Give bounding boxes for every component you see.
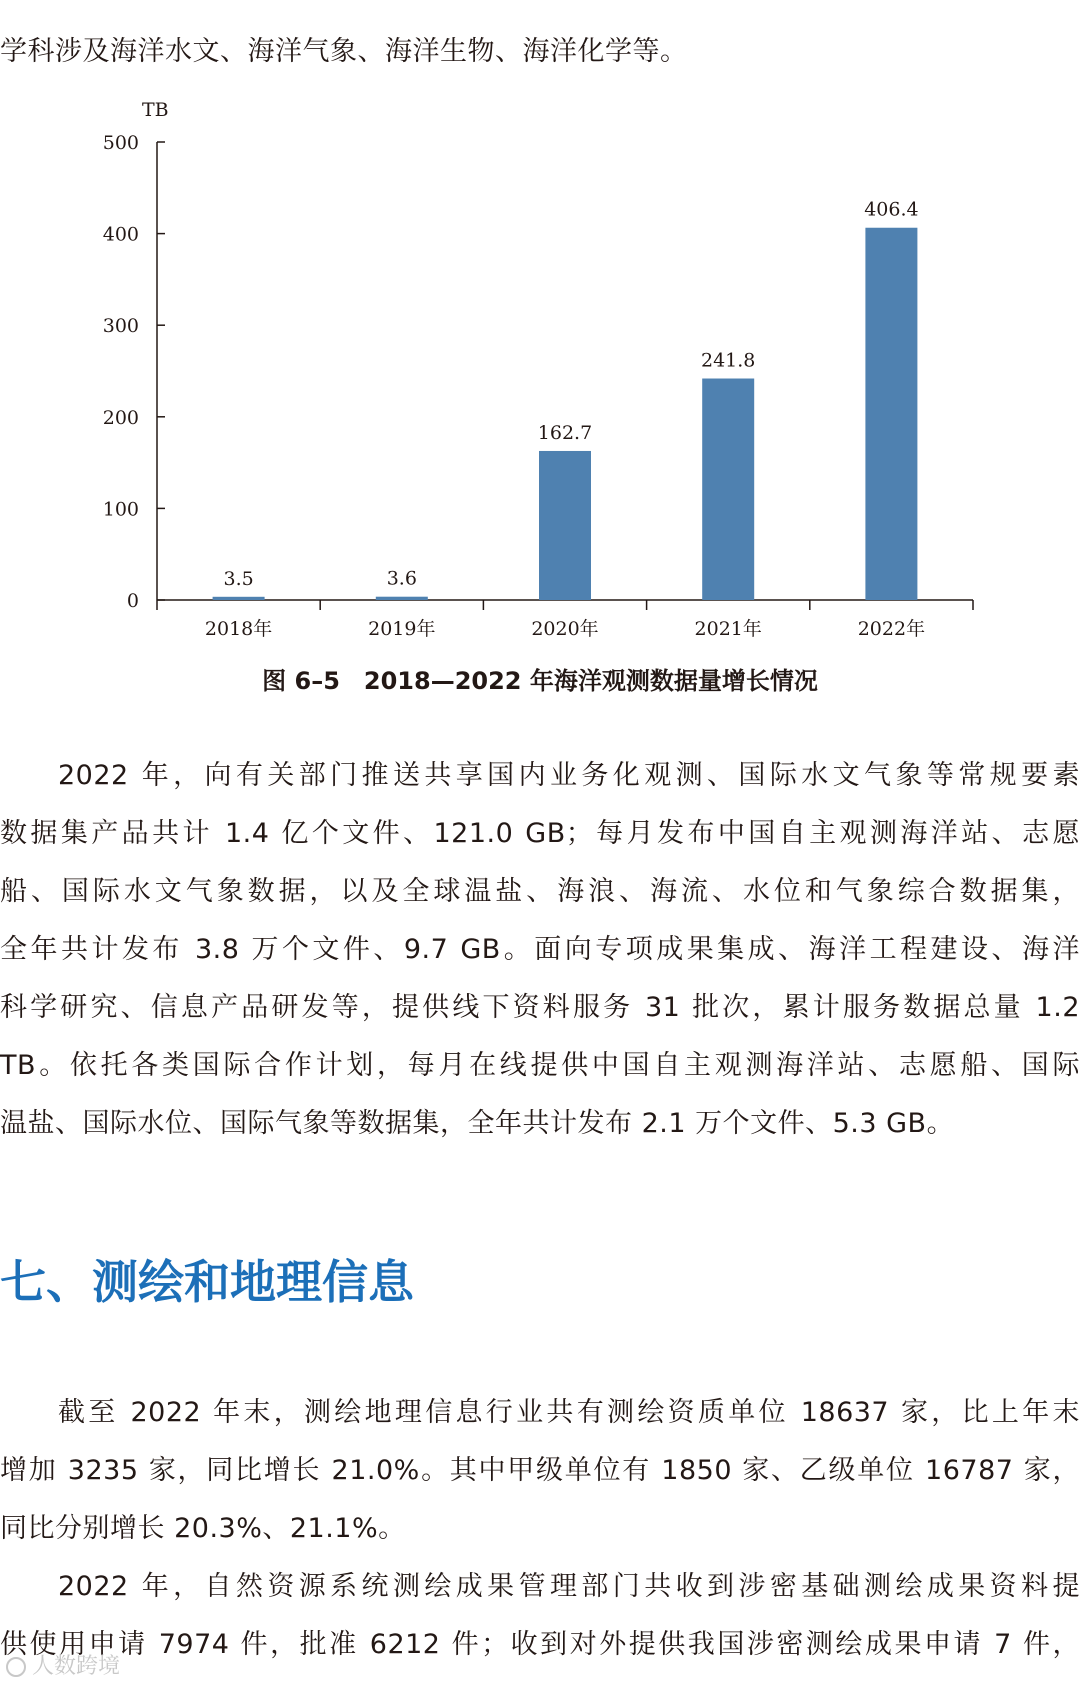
x-tick-label: 2022年 xyxy=(857,618,926,640)
intro-text: 学科涉及海洋水文、海洋气象、海洋生物、海洋化学等。 xyxy=(0,36,688,67)
paragraph-line: 2022 年，自然资源系统测绘成果管理部门共收到涉密基础测绘成果资料提 xyxy=(58,1571,1080,1602)
paragraph-line: 数据集产品共计 1.4 亿个文件、121.0 GB；每月发布中国自主观测海洋站、志愿 xyxy=(0,818,1080,849)
y-tick-label: 500 xyxy=(102,132,139,154)
y-tick-label: 0 xyxy=(126,590,139,612)
watermark xyxy=(6,1654,120,1680)
bar-value-label: 3.5 xyxy=(223,567,254,590)
x-tick-label: 2019年 xyxy=(368,618,436,640)
paragraph-line: 增加 3235 家，同比增长 21.0%。其中甲级单位有 1850 家、乙级单位 16787 家， xyxy=(0,1455,1080,1486)
paragraph-line: 全年共计发布 3.8 万个文件、9.7 GB。面向专项成果集成、海洋工程建设、海洋 xyxy=(0,934,1080,965)
paragraph-line: 科学研究、信息产品研发等，提供线下资料服务 31 批次，累计服务数据总量 1.2 xyxy=(0,992,1080,1023)
y-tick-label: 400 xyxy=(102,223,139,246)
figure-caption: 图 6–5 2018—2022 年海洋观测数据量增长情况 xyxy=(262,667,818,695)
paragraph-line: 2022 年，向有关部门推送共享国内业务化观测、国际水文气象等常规要素 xyxy=(58,760,1080,791)
bar xyxy=(376,597,428,600)
bar xyxy=(213,597,265,600)
watermark-text: 人数跨境 xyxy=(32,1654,121,1679)
bar-value-label: 162.7 xyxy=(537,421,593,444)
bar-value-label: 241.8 xyxy=(700,349,756,372)
y-tick-label: 300 xyxy=(102,315,139,338)
y-tick-label: 100 xyxy=(102,498,139,521)
x-tick-label: 2018年 xyxy=(204,618,273,640)
watermark-logo-icon xyxy=(6,1657,26,1677)
x-tick-label: 2020年 xyxy=(531,618,599,640)
paragraph-line: 同比分别增长 20.3%、21.1%。 xyxy=(0,1513,406,1544)
section-heading: 七、测绘和地理信息 xyxy=(0,1255,414,1309)
x-tick-label: 2021年 xyxy=(694,618,762,640)
y-axis-unit-label: TB xyxy=(142,99,169,121)
bar-chart xyxy=(0,90,1080,650)
bar-value-label: 406.4 xyxy=(864,198,919,221)
paragraph-line: 温盐、国际水位、国际气象等数据集，全年共计发布 2.1 万个文件、5.3 GB。 xyxy=(0,1108,955,1139)
bar xyxy=(539,451,591,600)
paragraph-line: 截至 2022 年末，测绘地理信息行业共有测绘资质单位 18637 家，比上年末 xyxy=(58,1397,1080,1428)
y-tick-label: 200 xyxy=(102,406,139,429)
bar xyxy=(865,228,917,600)
paragraph-line: 船、国际水文气象数据，以及全球温盐、海浪、海流、水位和气象综合数据集， xyxy=(0,876,1080,907)
paragraph-line: TB。依托各类国际合作计划，每月在线提供中国自主观测海洋站、志愿船、国际 xyxy=(0,1050,1080,1081)
bar xyxy=(702,379,754,600)
paragraph-line: 供使用申请 7974 件，批准 6212 件；收到对外提供我国涉密测绘成果申请 7 件， xyxy=(0,1629,1080,1660)
bar-value-label: 3.6 xyxy=(386,567,417,590)
